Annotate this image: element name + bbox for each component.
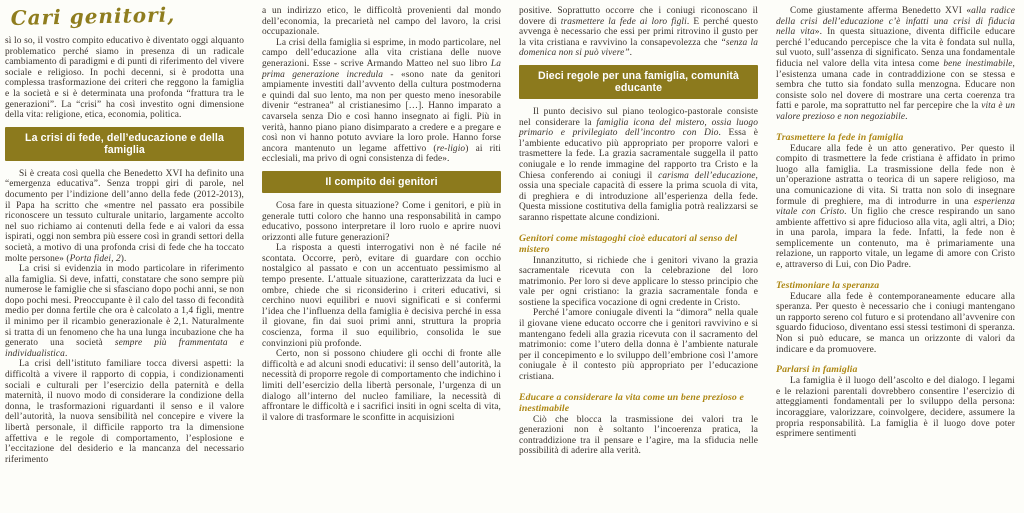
subsection-heading: Genitori come mistagoghi cioè educatori al senso del mistero <box>519 232 738 255</box>
body-text: Perché l’amore coniugale diventi la “dimora” nella quale il giovane viene educato occorre che i genitori ravvivino e si mantengano fedeli alla grazia ricevuta con il sacramento del matrimonio: come l’utero della donna è l’ambiente naturale per il concepimento e lo sviluppo dell’embrione così l’amore coniugale è il contesto più appropriato per l’educazione cristiana. <box>519 308 758 383</box>
italic-text: vita è un valore prezioso e non negoziabile <box>776 101 1015 122</box>
paragraph <box>262 6 501 38</box>
article-column-3 <box>519 6 758 513</box>
body-text: La crisi si evidenzia in modo particolare in riferimento alla famiglia. Si deve, infatti, constatare che sono sempre più numerose le famiglie che si sfasciano dopo pochi anni, se non dopo pochi mesi. Preoccupante è il calo del tasso di fecondità medio per donna fertile che ora è calcolato a 1,4 figli, mentre il minimo per il ricambio generazionale è 2,1. Naturalmente si tratta di un fenomeno che ha una lunga incubazione che ha generato una società <box>5 264 244 349</box>
body-text: Educare alla fede è un atto generativo. Per questo il compito di trasmettere la fede cristiana è affidato in primo luogo alla famiglia. La trasmissione della fede non è un’operazione astratta o teorica di un sapere religioso, ma una comunicazione di vita. Si tratta non solo di insegnare formule di preghiere, ma di introdurre in una <box>776 143 1015 207</box>
subsection-heading: Trasmettere la fede in famiglia <box>776 131 904 143</box>
body-text: La crisi della famiglia si esprime, in modo particolare, nel campo dell’educazione alla vita cristiana delle nuove generazioni. Esse - scrive Armando Matteo nel suo libro <box>262 37 501 69</box>
body-text: Il punto decisivo sul piano teologico-pastorale consiste nel considerare la <box>519 106 758 128</box>
italic-text: famiglia icona del mistero, ossia luogo primario e privilegiato dell’incontro con Dio <box>519 117 759 139</box>
paragraph <box>5 169 244 264</box>
section-heading: Il compito dei genitori <box>262 171 501 193</box>
italic-text: re-ligio <box>436 143 466 154</box>
italic-text: Porta fidei, 2 <box>69 253 121 264</box>
paragraph <box>262 38 501 165</box>
article-column-4 <box>776 6 1015 513</box>
italic-text: “senza la domenica non si può vivere” <box>519 37 758 59</box>
article-columns <box>5 2 1016 513</box>
page-title: Cari genitori, <box>10 2 176 30</box>
body-text: ) ai riti ecclesiali, ma privo di ogni consistenza di fede». <box>262 143 501 165</box>
paragraph <box>776 376 1015 440</box>
body-text: ». In questa situazione, diventa difficile educare perché l’educando percepisce che la vita è fondata sul nulla, sul vuoto, sull’assenza di significato. Senza una fondamentale fiducia nel valore della vita intesa come <box>776 27 1015 69</box>
paragraph <box>519 256 758 309</box>
body-text: . <box>905 111 908 122</box>
italic-text: La prima generazione incredula <box>262 58 501 80</box>
body-text: Cosa fare in questa situazione? Come i genitori, e più in generale tutti coloro che hanno una responsabilità in campo educativo, possono interpretare il loro ruolo e aprire nuovi orizzonti alle future generazioni? <box>262 200 501 243</box>
body-text: . <box>629 48 633 59</box>
body-text: sì lo so, il vostro compito educativo è diventato oggi alquanto problematico perché siamo in presenza di un radicale cambiamento di paradigmi e di punti di riferimento del vivere sociale e religioso. In pochi decenni, si è prodotta una complessa trasformazione dei criteri che reggono la famiglia e la società e si è determinata una profonda “frattura tra le generazioni”. La “crisi” ha così investito ogni dimensione della vita: religione, etica, economia, politica. <box>5 36 244 121</box>
body-text: , ossia una speciale capacità di essere la prima scuola di vita, di preghiera e di introduzione all’esperienza della fede. Questa missione costitutiva della famiglia potrà realizzarsi se saranno rispettate alcune condizioni. <box>519 170 758 223</box>
paragraph <box>519 6 758 59</box>
subsection-heading: Parlarsi in famiglia <box>776 364 858 376</box>
paragraph <box>776 6 1015 123</box>
italic-text: esperienza vitale con Cristo <box>776 196 1015 218</box>
body-text: . Essa è l’ambiente educativo più appropriato per proporre valori e trasmettere la fede. La grazia sacramentale suggella il patto coniugale e lo rende immagine del rapporto tra Cristo e la Chiesa conferendo ai coniugi il <box>519 128 758 181</box>
paragraph <box>5 36 244 121</box>
italic-text: carisma dell’educazione <box>658 170 756 181</box>
paragraph <box>776 292 1015 356</box>
section-heading: La crisi di fede, dell’educazione e della famiglia <box>5 127 244 161</box>
body-text: Innanzitutto, si richiede che i genitori vivano la grazia sacramentale ricevuta con la celebrazione del loro matrimonio. Per loro si deve applicare lo stesso principio che vale per ogni cristiano: la grazia sacramentale fonda e sostiene la specifica vocazione di ogni credente in Cristo. <box>519 255 758 308</box>
body-text: Certo, non si possono chiudere gli occhi di fronte alle difficoltà e ad alcuni snodi educativi: il senso dell’autorità, la necessità di proporre regole di comportamento che indichino i limiti dell’esercizio della libertà personale, l’urgenza di un dialogo all’interno del nucleo familiare, la necessità di affrontare le difficoltà e i sacrifici insiti in ogni scelta di vita, il valore di trasformare le sconfitte in acquisizioni <box>262 349 501 423</box>
paragraph <box>776 144 1015 271</box>
body-text: . Un figlio che cresce respirando un sano ambiente affettivo si apre fiducioso alla vita, agli altri, a Dio; in una parola, impara la fede. Infatti, la fede non è semplicemente un contenuto, ma è primariamente una relazione, un rapporto vitale, un legame di amore con Cristo e, attraverso di Lui, con Dio Padre. <box>776 207 1016 271</box>
body-text: Ciò che blocca la trasmissione dei valori tra le generazioni non è soltanto l’incoerenza pratica, la contraddizione tra il pensare e l’agire, ma la sfiducia nelle possibilità di aderire alla verità. <box>519 414 758 457</box>
subsection-heading: Educare a considerare la vita come un bene prezioso e inestimabile <box>519 391 744 414</box>
body-text: Educare alla fede è contemporaneamente educare alla speranza. Per questo è necessario che i coniugi mantengano un rapporto sereno col futuro e si protendano all’avvenire con sguardo fiducioso, diventano essi stessi testimoni di speranza. Non si può educare, se manca un orizzonte di valori da indicare e da promuovere. <box>776 291 1015 355</box>
paragraph <box>5 359 244 465</box>
body-text: ). <box>120 253 127 264</box>
subsection-heading: Testimoniare la speranza <box>776 279 880 291</box>
body-text: La risposta a questi interrogativi non è né facile né scontata. Occorre, però, evitare di guardare con occhio nostalgico al passato e con un accentuato pessimismo al tempo presente. L’attuale situazione, caratterizzata da luci e ombre, chiede che si riconsiderino i criteri educativi, si cerchino nuovi equilibri e nuovi significati e si confermi l’idea che l’influenza della famiglia è decisiva perché in essa il giovane, fin dai suoi primi anni, struttura la propria coscienza, forma il suo equilibrio, consolida le sue convinzioni più profonde. <box>262 243 501 349</box>
paragraph <box>519 308 758 382</box>
body-text: . <box>64 348 68 359</box>
article-column-1 <box>5 2 244 513</box>
body-text: La famiglia è il luogo dell’ascolto e del dialogo. I legami e le relazioni parentali dovrebbero consentire l’esercizio di atteggiamenti fondamentali per lo sviluppo della persona: incoraggiare, valorizzare, coinvolgere, decidere, assumere la propria responsabilità. La famiglia è il luogo dove poter esprimere sentimenti <box>776 376 1015 440</box>
paragraph <box>519 107 758 224</box>
body-text: . E perché questo avvenga è necessario che essi per primi ritrovino il gusto per la vita cristiana e ravvivino la consapevolezza che <box>519 16 758 48</box>
paragraph <box>262 243 501 349</box>
article-column-2 <box>262 6 501 513</box>
section-heading: Dieci regole per una famiglia, comunità educante <box>519 65 758 99</box>
paragraph <box>262 349 501 423</box>
paragraph <box>5 264 244 359</box>
italic-text: alla radice della crisi dell’educazione c’è infatti una crisi di fiducia nella vita <box>776 6 1015 38</box>
body-text: La crisi dell’istituto familiare tocca diversi aspetti: la difficoltà a vivere il rapporto di coppia, i condizionamenti sociali e culturali per l’esercizio della paternità e della maternità, il nuovo modo di considerare la condizione della donna, le trasformazioni riguardanti il senso e il valore dell’autorità, la nuova sensibilità nel concepire e vivere la libertà personale, il difficile rapporto tra la dimensione affettiva e le regole di comportamento, l’esplosione e l’eccitazione del desiderio e la mancanza del necessario riferimento <box>5 359 244 465</box>
body-text: a un indirizzo etico, le difficoltà provenienti dal mondo dell’economia, la precarietà nel campo del lavoro, la crisi occupazionale. <box>262 6 501 38</box>
body-text: , l’esistenza umana cade in contraddizione con se stessa e sembra che tutto sia fondato sulla menzogna. Educare non consiste solo nel dovere di mostrare una certa coerenza tra fatti e parole, ma soprattutto nel far percepire che la <box>776 58 1015 112</box>
body-text: Si è creata così quella che Benedetto XVI ha definito una “emergenza educativa”. Senza troppi giri di parole, nel documento per l’indizione dell’anno della fede (2012-2013), il Papa ha scritto che «mentre nel passato era possibile riconoscere un tessuto culturale unitario, largamente accolto nel suo richiamo ai contenuti della fede e ai valori da essa ispirati, oggi non sembra più essere così in grandi settori della società, a motivo di una profonda crisi di fede che ha toccato molte persone» ( <box>5 168 244 264</box>
italic-text: sempre più frammentata e individualistica <box>5 338 244 359</box>
body-text: - «sono nate da genitori ampiamente investiti dall’avvento della cultura postmoderna e quindi dal suo lento, ma non per questo meno inesorabile divenir “estranea” al cristianesimo […]. Hanno imparato a cavarsela senza Dio e così hanno insegnato ai figli. Più in verità, hanno piano piano disimparato a credere e a pregare e così non vi hanno potuto avviare la loro prole. Hanno forse ancora mantenuto un legame affettivo ( <box>262 69 501 154</box>
body-text: Come giustamente afferma Benedetto XVI « <box>790 6 972 16</box>
paragraph <box>262 201 501 243</box>
italic-text: trasmettere la fede ai loro figli <box>560 16 687 27</box>
paragraph <box>519 415 758 457</box>
italic-text: bene inestimabile <box>943 58 1013 69</box>
body-text: positive. Soprattutto occorre che i coniugi riconoscano il dovere di <box>519 6 758 27</box>
